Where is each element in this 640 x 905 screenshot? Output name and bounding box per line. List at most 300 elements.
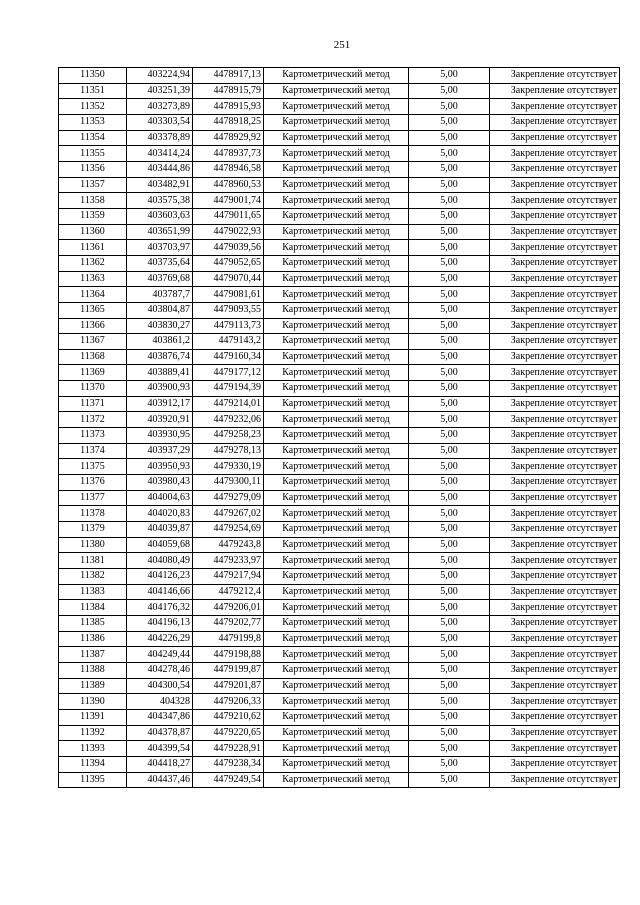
x-coordinate-cell: 403575,38 <box>127 193 193 209</box>
method-cell: Картометрический метод <box>264 334 409 350</box>
table-row <box>59 334 620 350</box>
point-number-cell: 11371 <box>59 396 127 412</box>
page-number: 251 <box>333 39 351 51</box>
method-cell: Картометрический метод <box>264 569 409 585</box>
table-row <box>59 302 620 318</box>
table-row <box>59 725 620 741</box>
accuracy-cell: 5,00 <box>409 584 490 600</box>
y-coordinate-cell: 4478915,79 <box>193 83 264 99</box>
table-row <box>59 114 620 130</box>
table-row <box>59 569 620 585</box>
method-cell: Картометрический метод <box>264 240 409 256</box>
table-row <box>59 662 620 678</box>
fixation-cell: Закрепление отсутствует <box>490 255 620 271</box>
table-row <box>59 443 620 459</box>
point-number-cell: 11353 <box>59 114 127 130</box>
table-row <box>59 177 620 193</box>
table-row <box>59 240 620 256</box>
method-cell: Картометрический метод <box>264 224 409 240</box>
table-row <box>59 193 620 209</box>
method-cell: Картометрический метод <box>264 741 409 757</box>
fixation-cell: Закрепление отсутствует <box>490 678 620 694</box>
accuracy-cell: 5,00 <box>409 600 490 616</box>
table-row <box>59 161 620 177</box>
x-coordinate-cell: 404020,83 <box>127 506 193 522</box>
y-coordinate-cell: 4479202,77 <box>193 615 264 631</box>
x-coordinate-cell: 403912,17 <box>127 396 193 412</box>
y-coordinate-cell: 4479278,13 <box>193 443 264 459</box>
fixation-cell: Закрепление отсутствует <box>490 662 620 678</box>
y-coordinate-cell: 4479249,54 <box>193 772 264 788</box>
method-cell: Картометрический метод <box>264 396 409 412</box>
y-coordinate-cell: 4479070,44 <box>193 271 264 287</box>
accuracy-cell: 5,00 <box>409 709 490 725</box>
fixation-cell: Закрепление отсутствует <box>490 365 620 381</box>
point-number-cell: 11391 <box>59 709 127 725</box>
point-number-cell: 11364 <box>59 287 127 303</box>
y-coordinate-cell: 4478960,53 <box>193 177 264 193</box>
fixation-cell: Закрепление отсутствует <box>490 224 620 240</box>
point-number-cell: 11367 <box>59 334 127 350</box>
accuracy-cell: 5,00 <box>409 161 490 177</box>
fixation-cell: Закрепление отсутствует <box>490 287 620 303</box>
fixation-cell: Закрепление отсутствует <box>490 459 620 475</box>
point-number-cell: 11379 <box>59 522 127 538</box>
x-coordinate-cell: 404080,49 <box>127 553 193 569</box>
y-coordinate-cell: 4479210,62 <box>193 709 264 725</box>
method-cell: Картометрический метод <box>264 756 409 772</box>
accuracy-cell: 5,00 <box>409 193 490 209</box>
point-number-cell: 11359 <box>59 208 127 224</box>
table-row <box>59 271 620 287</box>
y-coordinate-cell: 4479001,74 <box>193 193 264 209</box>
point-number-cell: 11368 <box>59 349 127 365</box>
fixation-cell: Закрепление отсутствует <box>490 130 620 146</box>
x-coordinate-cell: 403900,93 <box>127 381 193 397</box>
method-cell: Картометрический метод <box>264 130 409 146</box>
method-cell: Картометрический метод <box>264 318 409 334</box>
accuracy-cell: 5,00 <box>409 741 490 757</box>
y-coordinate-cell: 4479143,2 <box>193 334 264 350</box>
x-coordinate-cell: 404039,87 <box>127 522 193 538</box>
point-number-cell: 11350 <box>59 68 127 84</box>
x-coordinate-cell: 403980,43 <box>127 475 193 491</box>
accuracy-cell: 5,00 <box>409 725 490 741</box>
y-coordinate-cell: 4479267,02 <box>193 506 264 522</box>
table-row <box>59 600 620 616</box>
table-row <box>59 68 620 84</box>
method-cell: Картометрический метод <box>264 475 409 491</box>
fixation-cell: Закрепление отсутствует <box>490 725 620 741</box>
fixation-cell: Закрепление отсутствует <box>490 396 620 412</box>
coordinates-table <box>58 67 620 788</box>
point-number-cell: 11362 <box>59 255 127 271</box>
x-coordinate-cell: 404278,46 <box>127 662 193 678</box>
x-coordinate-cell: 404347,86 <box>127 709 193 725</box>
x-coordinate-cell: 403273,89 <box>127 99 193 115</box>
x-coordinate-cell: 403930,95 <box>127 428 193 444</box>
table-row <box>59 694 620 710</box>
accuracy-cell: 5,00 <box>409 412 490 428</box>
y-coordinate-cell: 4479022,93 <box>193 224 264 240</box>
fixation-cell: Закрепление отсутствует <box>490 569 620 585</box>
accuracy-cell: 5,00 <box>409 631 490 647</box>
fixation-cell: Закрепление отсутствует <box>490 506 620 522</box>
fixation-cell: Закрепление отсутствует <box>490 694 620 710</box>
fixation-cell: Закрепление отсутствует <box>490 240 620 256</box>
y-coordinate-cell: 4479052,65 <box>193 255 264 271</box>
table-row <box>59 83 620 99</box>
method-cell: Картометрический метод <box>264 287 409 303</box>
accuracy-cell: 5,00 <box>409 146 490 162</box>
accuracy-cell: 5,00 <box>409 177 490 193</box>
y-coordinate-cell: 4479279,09 <box>193 490 264 506</box>
y-coordinate-cell: 4479039,56 <box>193 240 264 256</box>
point-number-cell: 11393 <box>59 741 127 757</box>
y-coordinate-cell: 4479160,34 <box>193 349 264 365</box>
x-coordinate-cell: 403378,89 <box>127 130 193 146</box>
point-number-cell: 11363 <box>59 271 127 287</box>
y-coordinate-cell: 4479212,4 <box>193 584 264 600</box>
x-coordinate-cell: 403861,2 <box>127 334 193 350</box>
fixation-cell: Закрепление отсутствует <box>490 68 620 84</box>
y-coordinate-cell: 4478929,92 <box>193 130 264 146</box>
fixation-cell: Закрепление отсутствует <box>490 161 620 177</box>
accuracy-cell: 5,00 <box>409 694 490 710</box>
accuracy-cell: 5,00 <box>409 772 490 788</box>
point-number-cell: 11375 <box>59 459 127 475</box>
y-coordinate-cell: 4479228,91 <box>193 741 264 757</box>
method-cell: Картометрический метод <box>264 647 409 663</box>
x-coordinate-cell: 403804,87 <box>127 302 193 318</box>
fixation-cell: Закрепление отсутствует <box>490 271 620 287</box>
x-coordinate-cell: 403703,97 <box>127 240 193 256</box>
method-cell: Картометрический метод <box>264 83 409 99</box>
table-row <box>59 255 620 271</box>
y-coordinate-cell: 4478918,25 <box>193 114 264 130</box>
point-number-cell: 11352 <box>59 99 127 115</box>
method-cell: Картометрический метод <box>264 490 409 506</box>
accuracy-cell: 5,00 <box>409 443 490 459</box>
fixation-cell: Закрепление отсутствует <box>490 631 620 647</box>
method-cell: Картометрический метод <box>264 615 409 631</box>
point-number-cell: 11370 <box>59 381 127 397</box>
y-coordinate-cell: 4478946,58 <box>193 161 264 177</box>
fixation-cell: Закрепление отсутствует <box>490 475 620 491</box>
accuracy-cell: 5,00 <box>409 647 490 663</box>
x-coordinate-cell: 403787,7 <box>127 287 193 303</box>
x-coordinate-cell: 403937,29 <box>127 443 193 459</box>
x-coordinate-cell: 403224,94 <box>127 68 193 84</box>
method-cell: Картометрический метод <box>264 255 409 271</box>
method-cell: Картометрический метод <box>264 177 409 193</box>
x-coordinate-cell: 404399,54 <box>127 741 193 757</box>
point-number-cell: 11357 <box>59 177 127 193</box>
accuracy-cell: 5,00 <box>409 83 490 99</box>
accuracy-cell: 5,00 <box>409 208 490 224</box>
x-coordinate-cell: 403251,39 <box>127 83 193 99</box>
point-number-cell: 11383 <box>59 584 127 600</box>
accuracy-cell: 5,00 <box>409 459 490 475</box>
method-cell: Картометрический метод <box>264 443 409 459</box>
point-number-cell: 11351 <box>59 83 127 99</box>
accuracy-cell: 5,00 <box>409 615 490 631</box>
method-cell: Картометрический метод <box>264 678 409 694</box>
accuracy-cell: 5,00 <box>409 537 490 553</box>
method-cell: Картометрический метод <box>264 584 409 600</box>
x-coordinate-cell: 404437,46 <box>127 772 193 788</box>
table-row <box>59 756 620 772</box>
point-number-cell: 11358 <box>59 193 127 209</box>
accuracy-cell: 5,00 <box>409 396 490 412</box>
x-coordinate-cell: 404196,13 <box>127 615 193 631</box>
method-cell: Картометрический метод <box>264 161 409 177</box>
method-cell: Картометрический метод <box>264 459 409 475</box>
x-coordinate-cell: 403651,99 <box>127 224 193 240</box>
y-coordinate-cell: 4478937,73 <box>193 146 264 162</box>
x-coordinate-cell: 403769,68 <box>127 271 193 287</box>
table-row <box>59 412 620 428</box>
point-number-cell: 11385 <box>59 615 127 631</box>
method-cell: Картометрический метод <box>264 428 409 444</box>
method-cell: Картометрический метод <box>264 68 409 84</box>
fixation-cell: Закрепление отсутствует <box>490 177 620 193</box>
point-number-cell: 11384 <box>59 600 127 616</box>
fixation-cell: Закрепление отсутствует <box>490 741 620 757</box>
method-cell: Картометрический метод <box>264 412 409 428</box>
method-cell: Картометрический метод <box>264 694 409 710</box>
point-number-cell: 11390 <box>59 694 127 710</box>
y-coordinate-cell: 4479214,01 <box>193 396 264 412</box>
accuracy-cell: 5,00 <box>409 240 490 256</box>
x-coordinate-cell: 403444,86 <box>127 161 193 177</box>
x-coordinate-cell: 403830,27 <box>127 318 193 334</box>
point-number-cell: 11387 <box>59 647 127 663</box>
y-coordinate-cell: 4479093,55 <box>193 302 264 318</box>
table-row <box>59 553 620 569</box>
accuracy-cell: 5,00 <box>409 224 490 240</box>
x-coordinate-cell: 404176,32 <box>127 600 193 616</box>
accuracy-cell: 5,00 <box>409 302 490 318</box>
x-coordinate-cell: 403920,91 <box>127 412 193 428</box>
point-number-cell: 11369 <box>59 365 127 381</box>
x-coordinate-cell: 403414,24 <box>127 146 193 162</box>
table-row <box>59 490 620 506</box>
fixation-cell: Закрепление отсутствует <box>490 83 620 99</box>
method-cell: Картометрический метод <box>264 772 409 788</box>
point-number-cell: 11373 <box>59 428 127 444</box>
point-number-cell: 11360 <box>59 224 127 240</box>
method-cell: Картометрический метод <box>264 725 409 741</box>
y-coordinate-cell: 4479199,87 <box>193 662 264 678</box>
table-row <box>59 741 620 757</box>
fixation-cell: Закрепление отсутствует <box>490 146 620 162</box>
method-cell: Картометрический метод <box>264 349 409 365</box>
x-coordinate-cell: 403303,54 <box>127 114 193 130</box>
table-row <box>59 99 620 115</box>
x-coordinate-cell: 403889,41 <box>127 365 193 381</box>
method-cell: Картометрический метод <box>264 146 409 162</box>
fixation-cell: Закрепление отсутствует <box>490 114 620 130</box>
fixation-cell: Закрепление отсутствует <box>490 412 620 428</box>
table-row <box>59 318 620 334</box>
table-row <box>59 506 620 522</box>
method-cell: Картометрический метод <box>264 381 409 397</box>
x-coordinate-cell: 404418,27 <box>127 756 193 772</box>
x-coordinate-cell: 404249,44 <box>127 647 193 663</box>
method-cell: Картометрический метод <box>264 365 409 381</box>
y-coordinate-cell: 4479220,65 <box>193 725 264 741</box>
y-coordinate-cell: 4479233,97 <box>193 553 264 569</box>
y-coordinate-cell: 4478915,93 <box>193 99 264 115</box>
point-number-cell: 11354 <box>59 130 127 146</box>
table-row <box>59 365 620 381</box>
table-row <box>59 584 620 600</box>
fixation-cell: Закрепление отсутствует <box>490 553 620 569</box>
fixation-cell: Закрепление отсутствует <box>490 193 620 209</box>
accuracy-cell: 5,00 <box>409 287 490 303</box>
table-row <box>59 396 620 412</box>
point-number-cell: 11356 <box>59 161 127 177</box>
method-cell: Картометрический метод <box>264 537 409 553</box>
y-coordinate-cell: 4479254,69 <box>193 522 264 538</box>
accuracy-cell: 5,00 <box>409 569 490 585</box>
accuracy-cell: 5,00 <box>409 553 490 569</box>
table-row <box>59 428 620 444</box>
y-coordinate-cell: 4479300,11 <box>193 475 264 491</box>
table-row <box>59 475 620 491</box>
accuracy-cell: 5,00 <box>409 334 490 350</box>
y-coordinate-cell: 4479206,33 <box>193 694 264 710</box>
method-cell: Картометрический метод <box>264 99 409 115</box>
x-coordinate-cell: 404146,66 <box>127 584 193 600</box>
accuracy-cell: 5,00 <box>409 271 490 287</box>
y-coordinate-cell: 4479201,87 <box>193 678 264 694</box>
point-number-cell: 11395 <box>59 772 127 788</box>
x-coordinate-cell: 403876,74 <box>127 349 193 365</box>
y-coordinate-cell: 4479330,19 <box>193 459 264 475</box>
y-coordinate-cell: 4479011,65 <box>193 208 264 224</box>
method-cell: Картометрический метод <box>264 208 409 224</box>
accuracy-cell: 5,00 <box>409 522 490 538</box>
table-row <box>59 631 620 647</box>
method-cell: Картометрический метод <box>264 271 409 287</box>
y-coordinate-cell: 4479238,34 <box>193 756 264 772</box>
accuracy-cell: 5,00 <box>409 475 490 491</box>
y-coordinate-cell: 4479206,01 <box>193 600 264 616</box>
point-number-cell: 11388 <box>59 662 127 678</box>
accuracy-cell: 5,00 <box>409 349 490 365</box>
fixation-cell: Закрепление отсутствует <box>490 647 620 663</box>
point-number-cell: 11380 <box>59 537 127 553</box>
fixation-cell: Закрепление отсутствует <box>490 428 620 444</box>
fixation-cell: Закрепление отсутствует <box>490 349 620 365</box>
y-coordinate-cell: 4479177,12 <box>193 365 264 381</box>
table-row <box>59 709 620 725</box>
method-cell: Картометрический метод <box>264 600 409 616</box>
table-row <box>59 772 620 788</box>
fixation-cell: Закрепление отсутствует <box>490 381 620 397</box>
y-coordinate-cell: 4478917,13 <box>193 68 264 84</box>
x-coordinate-cell: 403603,63 <box>127 208 193 224</box>
table-row <box>59 678 620 694</box>
method-cell: Картометрический метод <box>264 662 409 678</box>
fixation-cell: Закрепление отсутствует <box>490 615 620 631</box>
fixation-cell: Закрепление отсутствует <box>490 334 620 350</box>
y-coordinate-cell: 4479198,88 <box>193 647 264 663</box>
point-number-cell: 11376 <box>59 475 127 491</box>
point-number-cell: 11366 <box>59 318 127 334</box>
y-coordinate-cell: 4479258,23 <box>193 428 264 444</box>
x-coordinate-cell: 404300,54 <box>127 678 193 694</box>
table-row <box>59 615 620 631</box>
accuracy-cell: 5,00 <box>409 506 490 522</box>
accuracy-cell: 5,00 <box>409 99 490 115</box>
x-coordinate-cell: 404126,23 <box>127 569 193 585</box>
fixation-cell: Закрепление отсутствует <box>490 756 620 772</box>
x-coordinate-cell: 404059,68 <box>127 537 193 553</box>
fixation-cell: Закрепление отсутствует <box>490 302 620 318</box>
accuracy-cell: 5,00 <box>409 114 490 130</box>
y-coordinate-cell: 4479243,8 <box>193 537 264 553</box>
point-number-cell: 11382 <box>59 569 127 585</box>
table-row <box>59 537 620 553</box>
accuracy-cell: 5,00 <box>409 381 490 397</box>
y-coordinate-cell: 4479232,06 <box>193 412 264 428</box>
accuracy-cell: 5,00 <box>409 678 490 694</box>
point-number-cell: 11378 <box>59 506 127 522</box>
method-cell: Картометрический метод <box>264 553 409 569</box>
accuracy-cell: 5,00 <box>409 756 490 772</box>
table-row <box>59 349 620 365</box>
method-cell: Картометрический метод <box>264 506 409 522</box>
table-row <box>59 287 620 303</box>
x-coordinate-cell: 403735,64 <box>127 255 193 271</box>
table-row <box>59 522 620 538</box>
method-cell: Картометрический метод <box>264 709 409 725</box>
fixation-cell: Закрепление отсутствует <box>490 490 620 506</box>
point-number-cell: 11365 <box>59 302 127 318</box>
fixation-cell: Закрепление отсутствует <box>490 99 620 115</box>
accuracy-cell: 5,00 <box>409 68 490 84</box>
point-number-cell: 11361 <box>59 240 127 256</box>
accuracy-cell: 5,00 <box>409 318 490 334</box>
accuracy-cell: 5,00 <box>409 255 490 271</box>
fixation-cell: Закрепление отсутствует <box>490 709 620 725</box>
x-coordinate-cell: 404328 <box>127 694 193 710</box>
point-number-cell: 11386 <box>59 631 127 647</box>
method-cell: Картометрический метод <box>264 302 409 318</box>
x-coordinate-cell: 404004,63 <box>127 490 193 506</box>
fixation-cell: Закрепление отсутствует <box>490 584 620 600</box>
coordinates-table-body <box>59 68 620 788</box>
accuracy-cell: 5,00 <box>409 130 490 146</box>
y-coordinate-cell: 4479217,94 <box>193 569 264 585</box>
point-number-cell: 11355 <box>59 146 127 162</box>
method-cell: Картометрический метод <box>264 114 409 130</box>
table-row <box>59 224 620 240</box>
y-coordinate-cell: 4479081,61 <box>193 287 264 303</box>
y-coordinate-cell: 4479113,73 <box>193 318 264 334</box>
fixation-cell: Закрепление отсутствует <box>490 443 620 459</box>
point-number-cell: 11392 <box>59 725 127 741</box>
accuracy-cell: 5,00 <box>409 490 490 506</box>
method-cell: Картометрический метод <box>264 193 409 209</box>
point-number-cell: 11394 <box>59 756 127 772</box>
table-row <box>59 130 620 146</box>
fixation-cell: Закрепление отсутствует <box>490 772 620 788</box>
fixation-cell: Закрепление отсутствует <box>490 522 620 538</box>
